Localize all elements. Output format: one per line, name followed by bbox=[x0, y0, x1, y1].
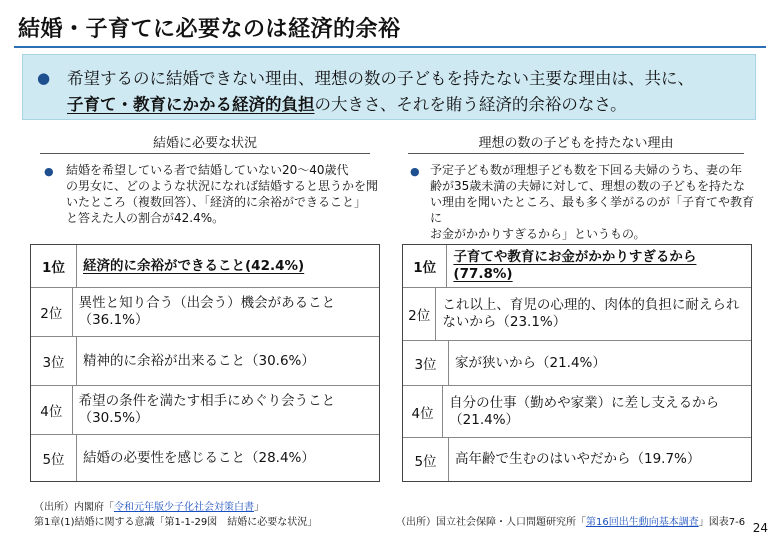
rank-number: 1位 bbox=[403, 245, 447, 287]
title-divider bbox=[14, 46, 766, 48]
bullet-icon: ● bbox=[44, 165, 54, 178]
rank-number: 3位 bbox=[31, 337, 77, 385]
table-row bbox=[403, 287, 751, 340]
banner-emphasis: 子育て・教育にかかる経済的負担 bbox=[67, 95, 315, 114]
left-note-line: と答えた人の割合が42.4%。 bbox=[66, 211, 225, 225]
rank-number: 4位 bbox=[31, 386, 73, 434]
left-source-prefix: （出所）内閣府「 bbox=[34, 502, 114, 513]
table-row bbox=[403, 437, 751, 481]
left-rank-table bbox=[30, 244, 380, 482]
banner-line-1: 希望するのに結婚できない理由、理想の数の子どもを持たない主要な理由は、共に、 bbox=[67, 69, 694, 88]
table-row bbox=[31, 434, 379, 481]
rank-number: 4位 bbox=[403, 386, 443, 437]
table-row bbox=[31, 336, 379, 385]
left-note bbox=[66, 162, 386, 226]
right-note-line: い理由を聞いたところ、最も多く挙がるのが「子育てや教育に bbox=[430, 195, 755, 225]
rank-number: 5位 bbox=[403, 438, 449, 481]
left-source-link[interactable]: 令和元年版少子化社会対策白書 bbox=[114, 502, 254, 513]
left-heading-rule bbox=[40, 153, 370, 154]
rank-text-emphasis: 経済的に余裕ができること(42.4%) bbox=[83, 257, 305, 274]
rank-text: 希望の条件を満たす相手にめぐり会うこと（30.5%） bbox=[78, 393, 336, 426]
rank-number: 2位 bbox=[403, 288, 436, 340]
bullet-icon: ● bbox=[37, 69, 51, 87]
right-note-line: 予定子ども数が理想子ども数を下回る夫婦のうち、妻の年 bbox=[430, 163, 743, 177]
right-note bbox=[430, 162, 760, 242]
right-column-heading: 理想の数の子どもを持たない理由 bbox=[478, 136, 674, 151]
rank-text: 自分の仕事（勤めや家業）に差し支えるから（21.4%） bbox=[449, 394, 720, 428]
right-source-link[interactable]: 第16回出生動向基本調査 bbox=[586, 517, 699, 528]
right-note-line: お金がかかりすぎるから」というもの。 bbox=[430, 227, 646, 241]
rank-text: 精神的に余裕が出来ること（30.6%） bbox=[83, 352, 315, 369]
rank-number: 1位 bbox=[31, 245, 77, 287]
summary-banner bbox=[22, 54, 756, 120]
rank-text: これ以上、育児の心理的、肉体的負担に耐えられないから（23.1%） bbox=[442, 297, 740, 330]
rank-text-emphasis: 子育てや教育にお金がかかりすぎるから(77.8%) bbox=[453, 249, 697, 282]
rank-text: 異性と知り合う（出会う）機会があること（36.1%） bbox=[78, 295, 336, 328]
bullet-icon: ● bbox=[410, 165, 420, 178]
rank-text: 家が狭いから（21.4%） bbox=[455, 354, 606, 371]
right-heading-rule bbox=[408, 153, 744, 154]
rank-number: 2位 bbox=[31, 288, 73, 336]
table-row bbox=[403, 340, 751, 385]
table-row bbox=[31, 385, 379, 434]
left-note-line: いたところ（複数回答）、「経済的に余裕ができること」 bbox=[66, 195, 367, 209]
rank-text bbox=[447, 249, 751, 283]
right-note-line: 齢が35歳未満の夫婦に対して、理想の数の子どもを持たな bbox=[430, 179, 746, 193]
right-source bbox=[396, 513, 745, 528]
page-number: 24 bbox=[752, 521, 768, 535]
right-source-suffix: 」図表7-6 bbox=[698, 517, 746, 528]
left-column-heading: 結婚に必要な状況 bbox=[152, 136, 257, 151]
left-note-line: 結婚を希望している者で結婚していない20～40歳代 bbox=[66, 163, 349, 177]
left-source-suffix: 」 bbox=[254, 502, 264, 513]
left-source-detail: 第1章(1)結婚に関する意識「第1-1-29図 結婚に必要な状況」 bbox=[34, 517, 318, 528]
banner-line-2-rest: の大きさ、それを賄う経済的余裕のなさ。 bbox=[314, 95, 627, 114]
left-note-line: の男女に、どのような状況になれば結婚すると思うかを聞 bbox=[66, 179, 379, 193]
table-row bbox=[31, 245, 379, 287]
rank-text: 高年齢で生むのはいやだから（19.7%） bbox=[455, 451, 701, 467]
right-rank-table bbox=[402, 244, 752, 482]
left-source bbox=[34, 498, 264, 513]
rank-number: 5位 bbox=[31, 435, 77, 481]
page-title: 結婚・子育てに必要なのは経済的余裕 bbox=[18, 17, 401, 42]
right-source-prefix: （出所）国立社会保障・人口問題研究所「 bbox=[396, 517, 586, 528]
table-row bbox=[403, 245, 751, 287]
table-row bbox=[31, 287, 379, 336]
rank-number: 3位 bbox=[403, 341, 449, 385]
rank-text: 結婚の必要性を感じること（28.4%） bbox=[83, 449, 315, 466]
table-row bbox=[403, 385, 751, 437]
banner-line-2 bbox=[67, 91, 627, 115]
rank-text bbox=[77, 258, 310, 275]
